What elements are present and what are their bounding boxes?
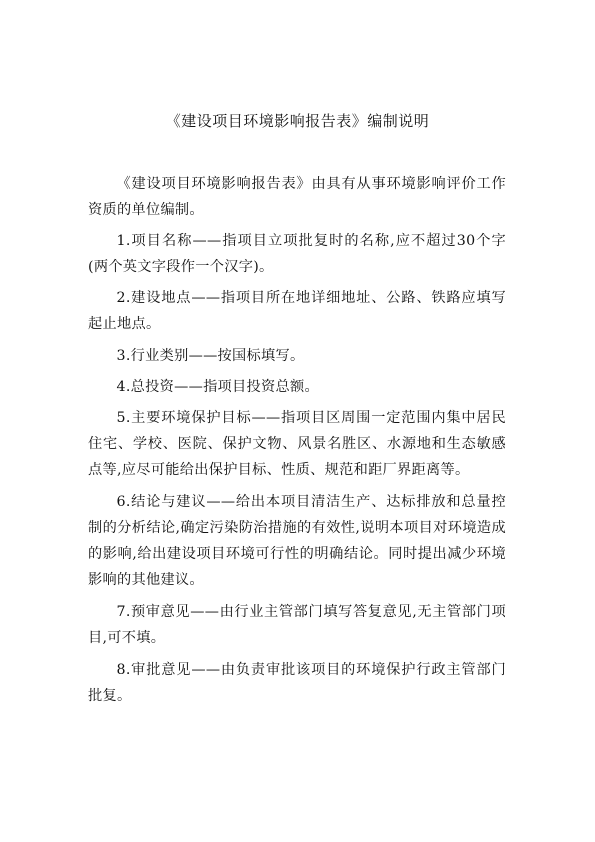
item-pre-review-opinion: 7.预审意见——由行业主管部门填写答复意见,无主管部门项目,可不填。 xyxy=(88,604,506,646)
item-conclusions: 6.结论与建议——给出本项目清洁生产、达标排放和总量控制的分析结论,确定污染防治措施的有效性,说明本项目对环境造成的影响,给出建设项目环境可行性的明确结论。同时提出减少环境影响的其他建议。 xyxy=(88,494,506,588)
document-title: 《建设项目环境影响报告表》编制说明 xyxy=(165,112,430,130)
intro-paragraph: 《建设项目环境影响报告表》由具有从事环境影响评价工作资质的单位编制。 xyxy=(88,176,506,218)
item-construction-site: 2.建设地点——指项目所在地详细地址、公路、铁路应填写起止地点。 xyxy=(88,290,506,332)
document-body xyxy=(88,171,506,709)
item-project-name: 1.项目名称——指项目立项批复时的名称,应不超过30个字(两个英文字段作一个汉字)。 xyxy=(88,233,506,275)
item-industry-category: 3.行业类别——按国标填写。 xyxy=(116,348,305,364)
item-approval-opinion: 8.审批意见——由负责审批该项目的环境保护行政主管部门批复。 xyxy=(88,662,506,704)
item-total-investment: 4.总投资——指项目投资总额。 xyxy=(116,379,319,395)
item-protection-targets: 5.主要环境保护目标——指项目区周围一定范围内集中居民住宅、学校、医院、保护文物、风景名胜区、水源地和生态敏感点等,应尽可能给出保护目标、性质、规范和距厂界距离等。 xyxy=(88,410,506,478)
